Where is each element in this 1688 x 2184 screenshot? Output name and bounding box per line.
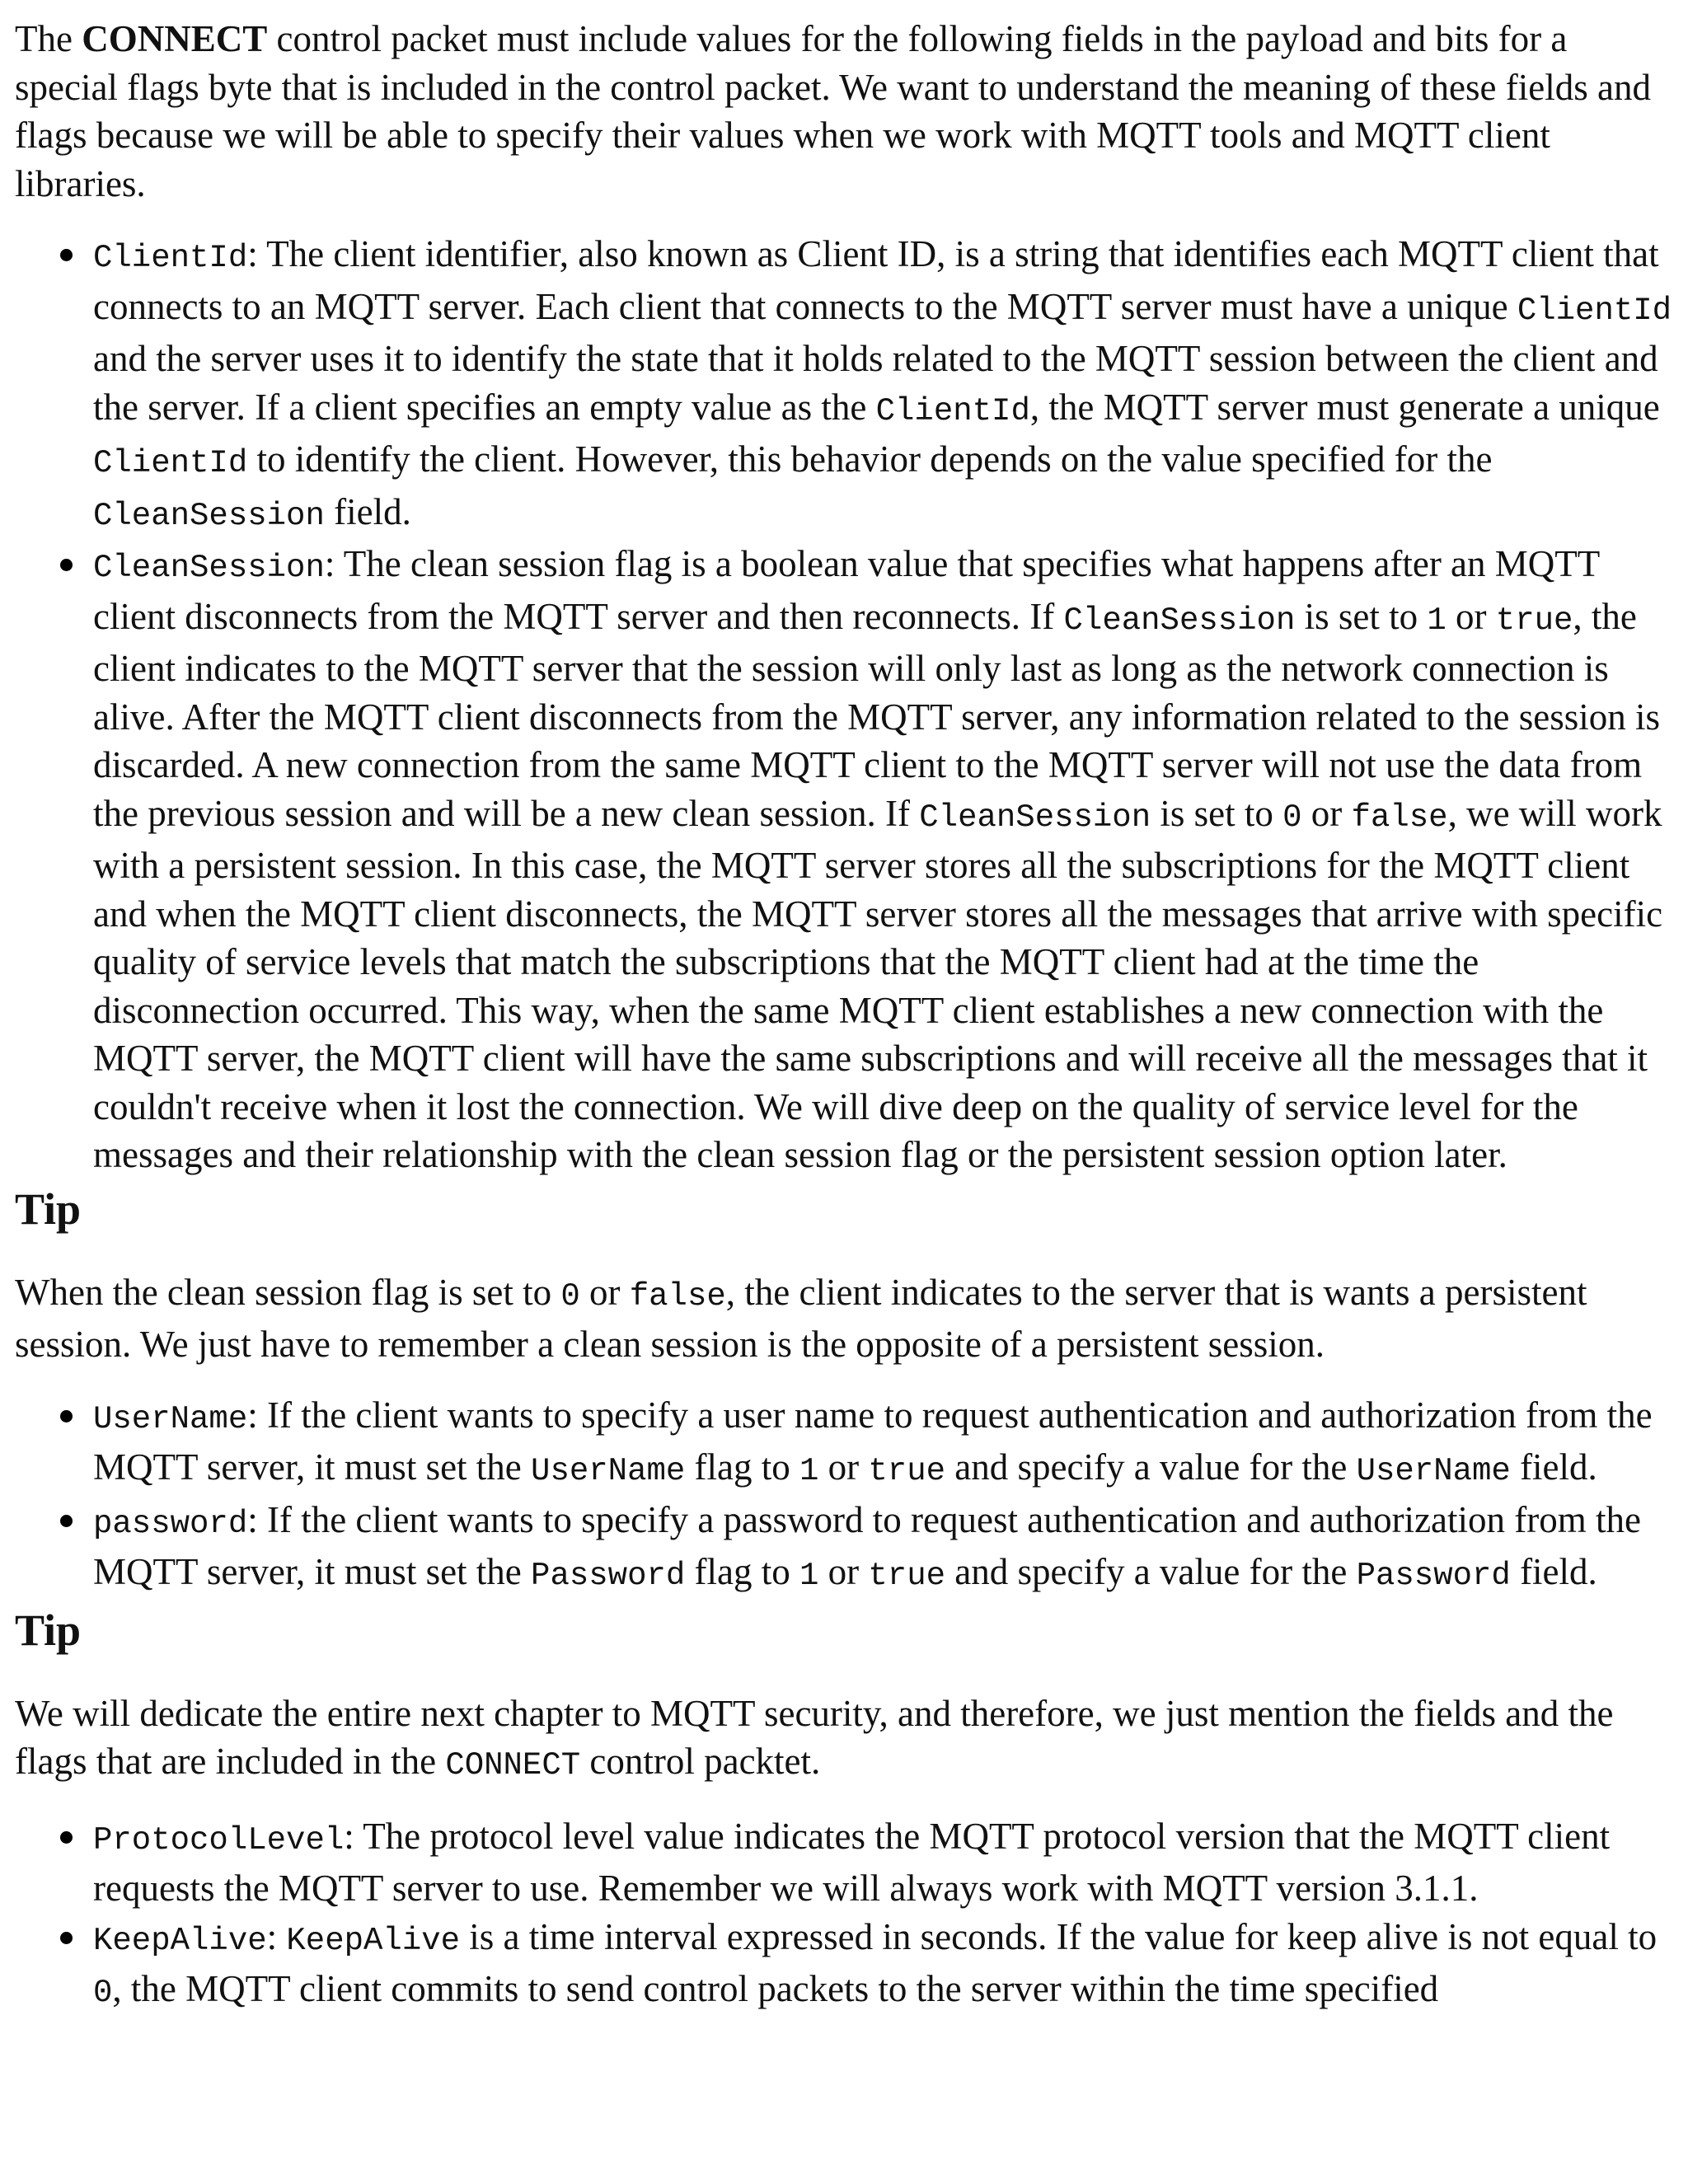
code-term: KeepAlive [93, 1922, 267, 1959]
code-term: 0 [560, 1277, 580, 1315]
code-term: 1 [1427, 602, 1447, 639]
code-term: Password [1356, 1558, 1511, 1594]
code-term: KeepAlive [286, 1922, 461, 1959]
list-item-clientid: ClientId: The client identifier, also known as Client ID, is a string that identifies each MQTT client that connects to an MQTT server. Each client that connects to the MQTT server must have a unique ClientId and the server uses it to identify the state that it holds related to the MQTT session between the client and the server. If a client specifies an empty value as the ClientId, the MQTT server must generate a unique ClientId to identify the client. However, this behavior depends on the value specified for the CleanSession field. [93, 230, 1673, 540]
code-term: UserName [1356, 1453, 1511, 1489]
field-list-1 [15, 230, 1673, 1179]
code-term: CleanSession [93, 550, 325, 586]
connect-keyword: CONNECT [82, 18, 268, 59]
code-term: ClientId [93, 240, 248, 276]
code-term: ClientId [875, 392, 1030, 429]
code-term: CleanSession [919, 799, 1151, 836]
code-term: ClientId [93, 445, 248, 481]
code-term: UserName [531, 1453, 686, 1489]
tip-paragraph: We will dedicate the entire next chapter to MQTT security, and therefore, we just mention the fields and the flags that are included in the CONNECT control packtet. [15, 1692, 1614, 1783]
list-item-protocollevel: ProtocolLevel: The protocol level value indicates the MQTT protocol version that the MQTT client requests the MQTT server to use. Remember we will always work with MQTT version 3.1.1. [93, 1812, 1673, 1913]
code-term: CleanSession [93, 497, 325, 534]
code-term: CleanSession [1063, 602, 1296, 639]
code-term: Password [531, 1558, 686, 1594]
field-list-3 [15, 1812, 1673, 2018]
code-term: true [868, 1558, 946, 1594]
code-term: true [1495, 602, 1573, 639]
list-item-password: password: If the client wants to specify a password to request authentication and authorization from the MQTT server, it must set the Password flag to 1 or true and specify a value for the Password field. [93, 1496, 1673, 1601]
code-term: ProtocolLevel [93, 1821, 345, 1858]
list-item-cleansession: CleanSession: The clean session flag is a boolean value that specifies what happens after an MQTT client disconnects from the MQTT server and then reconnects. If CleanSession is set to 1 or true, the client indicates to the MQTT server that the session will only last as long as the network connection is alive. After the MQTT client disconnects from the MQTT server, any information related to the session is discarded. A new connection from the same MQTT client to the MQTT server will not use the data from the previous session and will be a new clean session. If CleanSession is set to 0 or false, we will work with a persistent session. In this case, the MQTT server stores all the subscriptions for the MQTT client and when the MQTT client disconnects, the MQTT server stores all the messages that arrive with specific quality of service levels that match the subscriptions that the MQTT client had at the time the disconnection occurred. This way, when the same MQTT client establishes a new connection with the MQTT server, the MQTT client will have the same subscriptions and will receive all the messages that it couldn't receive when it lost the connection. We will dive deep on the quality of service level for the messages and their relationship with the clean session flag or the persistent session option later. [93, 540, 1673, 1179]
code-term: CONNECT [445, 1747, 581, 1783]
code-term: false [629, 1277, 726, 1315]
code-term: password [93, 1505, 248, 1542]
code-term: 1 [799, 1558, 819, 1594]
code-term: true [868, 1453, 946, 1489]
tip-heading: Tip [15, 1183, 82, 1234]
code-term: false [1351, 799, 1448, 836]
tip-paragraph: When the clean session flag is set to 0 or false, the client indicates to the server that is wants a persistent session. We just have to remember a clean session is the opposite of a persistent session. [15, 1271, 1587, 1365]
tip-heading: Tip [15, 1605, 82, 1655]
list-item-keepalive: KeepAlive: KeepAlive is a time interval expressed in seconds. If the value for keep alive is not equal to 0, the MQTT client commits to send control packets to the server within the time specified [93, 1913, 1673, 2018]
code-term: 1 [799, 1453, 819, 1489]
field-list-2 [15, 1391, 1673, 1601]
code-term: ClientId [1517, 292, 1672, 329]
intro-paragraph: The CONNECT control packet must include values for the following fields in the payload and bits for a special flags byte that is included in the control packet. We want to understand the meaning of these fields and flags because we will be able to specify their values when we work with MQTT tools and MQTT client libraries. [15, 18, 1651, 204]
code-term: 0 [93, 1975, 113, 2011]
list-item-username: UserName: If the client wants to specify a user name to request authentication and authorization from the MQTT server, it must set the UserName flag to 1 or true and specify a value for the UserName field. [93, 1391, 1673, 1496]
code-term: 0 [1282, 799, 1302, 836]
code-term: UserName [93, 1400, 248, 1437]
